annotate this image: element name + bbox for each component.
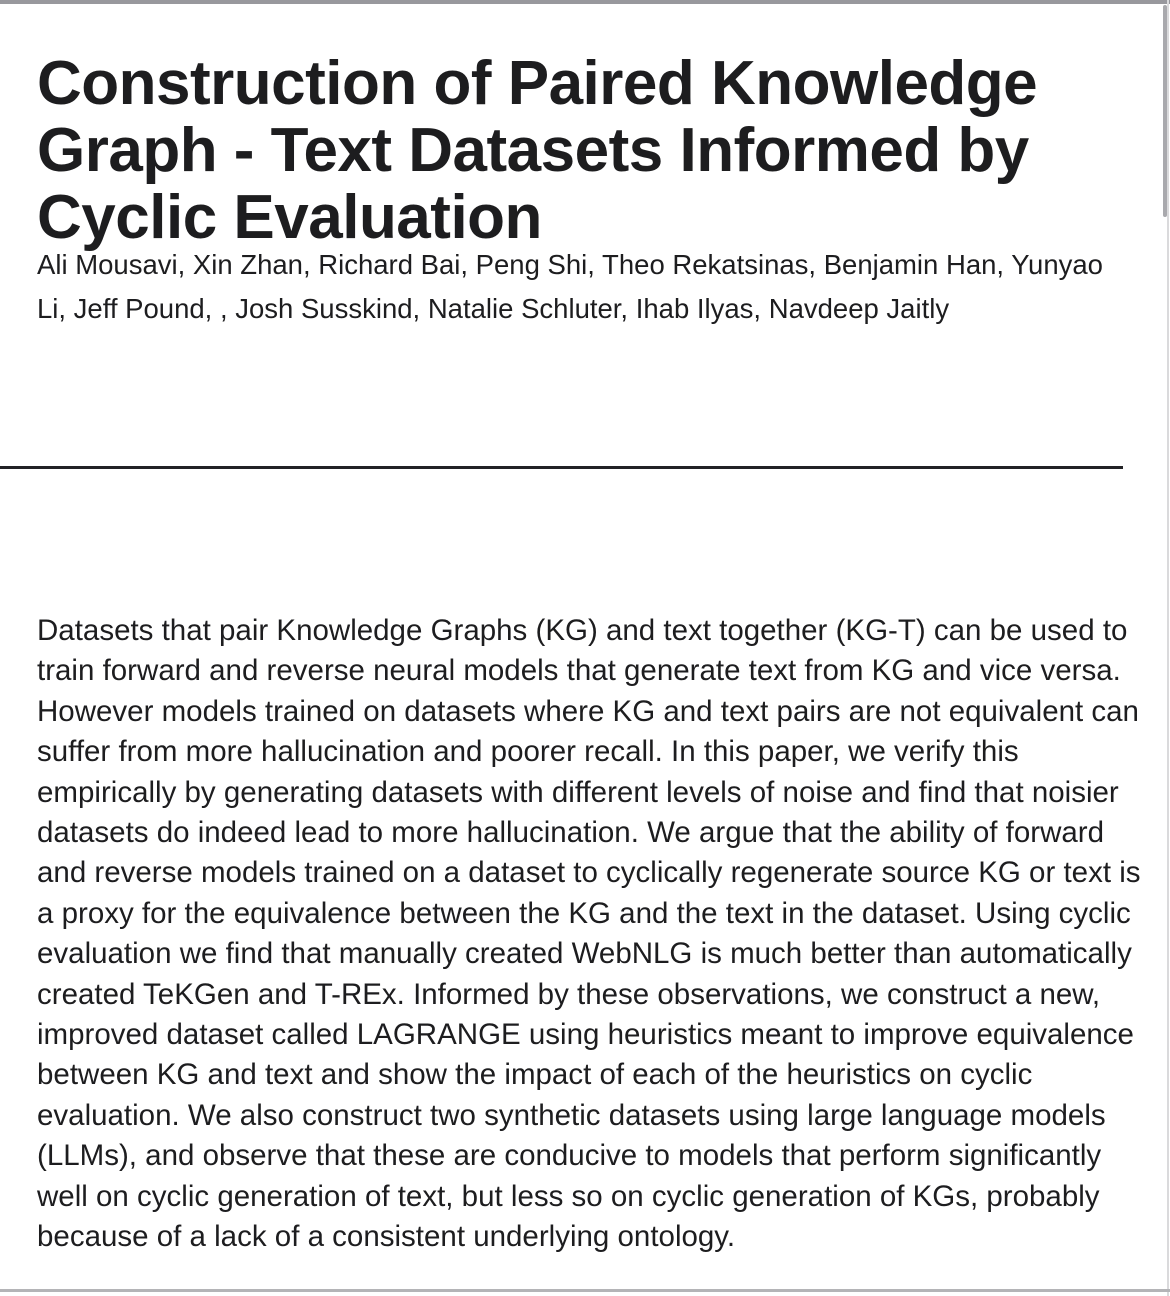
abstract-line: because of a lack of a consistent underlying ontology. <box>37 1220 736 1254</box>
viewport-top-edge <box>0 0 1170 4</box>
paper-title: Construction of Paired Knowledge Graph - Text Datasets Informed by Cyclic Evaluation <box>37 48 1038 252</box>
abstract-line: However models trained on datasets where KG and text pairs are not equivalent can <box>37 694 1139 728</box>
abstract-line: and reverse models trained on a dataset to cyclically regenerate source KG or text is <box>37 856 1141 890</box>
abstract-line: datasets do indeed lead to more hallucination. We argue that the ability of forward <box>37 816 1105 850</box>
paper-abstract <box>37 611 1147 1258</box>
viewport-bottom-edge <box>0 1289 1170 1292</box>
viewport-right-edge <box>1167 0 1169 1296</box>
abstract-line: created TeKGen and T-REx. Informed by these observations, we construct a new, <box>37 977 1101 1011</box>
abstract-line: evaluation. We also construct two synthetic datasets using large language models <box>37 1098 1106 1132</box>
abstract-line: Datasets that pair Knowledge Graphs (KG) and text together (KG-T) can be used to <box>37 614 1128 647</box>
abstract-line: a proxy for the equivalence between the KG and the text in the dataset. Using cyclic <box>37 896 1131 930</box>
abstract-line: empirically by generating datasets with different levels of noise and find that noisier <box>37 775 1119 809</box>
abstract-line: suffer from more hallucination and poorer recall. In this paper, we verify this <box>37 735 1019 769</box>
scrollbar-thumb[interactable] <box>1163 5 1167 217</box>
abstract-line: improved dataset called LAGRANGE using heuristics meant to improve equivalence <box>37 1018 1134 1052</box>
abstract-line: well on cyclic generation of text, but less so on cyclic generation of KGs, probably <box>37 1179 1100 1213</box>
section-divider <box>0 466 1123 469</box>
paper-authors: Ali Mousavi, Xin Zhan, Richard Bai, Peng Shi, Theo Rekatsinas, Benjamin Han, Yunyao Li, Jeff Pound, , Josh Susskind, Natalie Schluter, Ihab Ilyas, Navdeep Jaitly <box>37 249 1103 324</box>
abstract-line: between KG and text and show the impact of each of the heuristics on cyclic <box>37 1058 1033 1092</box>
abstract-line: (LLMs), and observe that these are conducive to models that perform significantly <box>37 1139 1102 1173</box>
abstract-line: evaluation we find that manually created WebNLG is much better than automatically <box>37 937 1132 971</box>
abstract-line: train forward and reverse neural models that generate text from KG and vice versa. <box>37 654 1121 688</box>
